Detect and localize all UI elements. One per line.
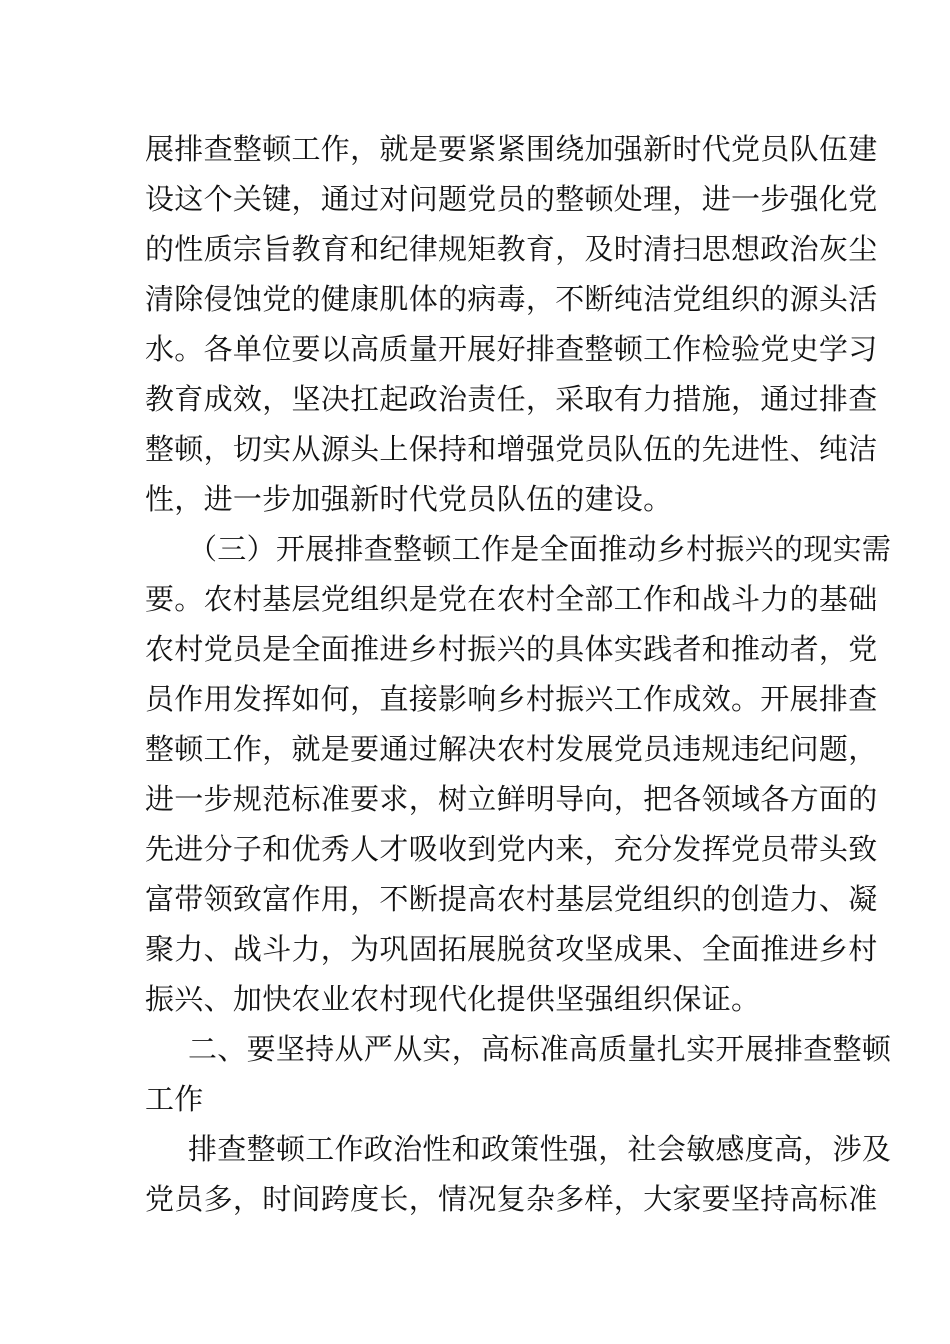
paragraph-start: 排查整顿工作政治性和政策性强，社会敏感度高，涉及	[188, 1132, 892, 1166]
text-line: 振兴、加快农业农村现代化提供坚强组织保证。	[145, 982, 761, 1016]
text-line: 工作	[145, 1082, 204, 1116]
text-line: 整顿工作，就是要通过解决农村发展党员违规违纪问题，	[145, 732, 878, 766]
text-line: 员作用发挥如何，直接影响乡村振兴工作成效。开展排查	[145, 682, 878, 716]
text-line: 教育成效，坚决扛起政治责任，采取有力措施，通过排查	[145, 382, 878, 416]
text-line: 的性质宗旨教育和纪律规矩教育，及时清扫思想政治灰尘	[145, 232, 878, 266]
text-line: 农村党员是全面推进乡村振兴的具体实践者和推动者，党	[145, 632, 878, 666]
text-line: 水。各单位要以高质量开展好排查整顿工作检验党史学习	[145, 332, 878, 366]
text-line: 展排查整顿工作，就是要紧紧围绕加强新时代党员队伍建	[145, 132, 878, 166]
text-line: 先进分子和优秀人才吸收到党内来，充分发挥党员带头致	[145, 832, 878, 866]
section-heading-2: 二、要坚持从严从实，高标准高质量扎实开展排查整顿	[188, 1032, 892, 1066]
text-line: 富带领致富作用，不断提高农村基层党组织的创造力、凝	[145, 882, 878, 916]
text-line: 要。农村基层党组织是党在农村全部工作和战斗力的基础	[145, 582, 878, 616]
text-line: 整顿，切实从源头上保持和增强党员队伍的先进性、纯洁	[145, 432, 878, 466]
text-line: 党员多，时间跨度长，情况复杂多样，大家要坚持高标准	[145, 1182, 878, 1216]
text-line: 进一步规范标准要求，树立鲜明导向，把各领域各方面的	[145, 782, 878, 816]
section-heading-3: （三）开展排查整顿工作是全面推动乡村振兴的现实需	[188, 532, 892, 566]
text-line: 聚力、战斗力，为巩固拓展脱贫攻坚成果、全面推进乡村	[145, 932, 878, 966]
text-line: 性，进一步加强新时代党员队伍的建设。	[145, 482, 673, 516]
text-line: 清除侵蚀党的健康肌体的病毒，不断纯洁党组织的源头活	[145, 282, 878, 316]
text-line: 设这个关键，通过对问题党员的整顿处理，进一步强化党	[145, 182, 878, 216]
